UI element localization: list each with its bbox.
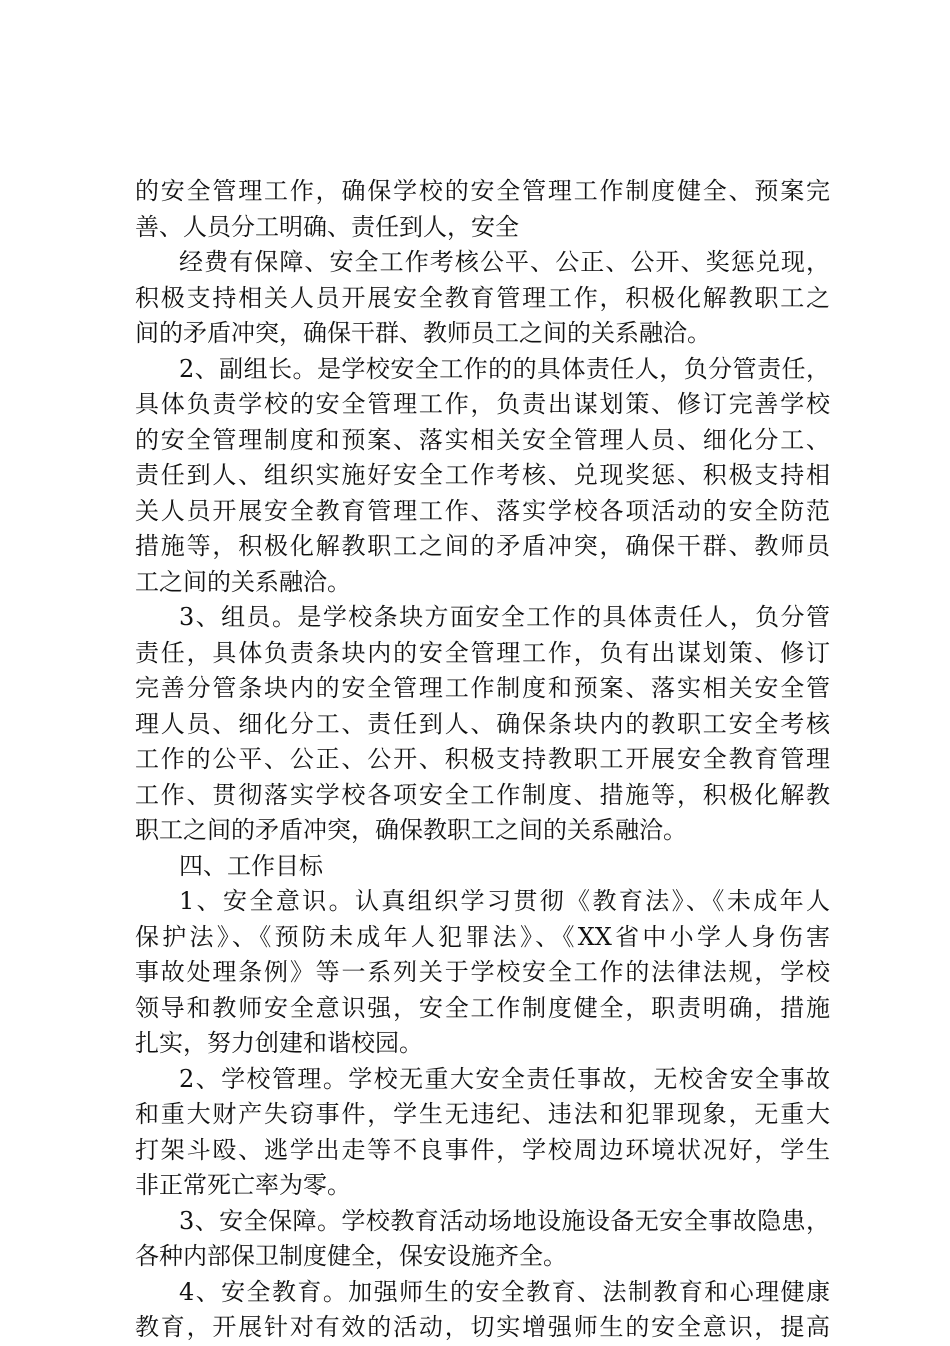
text-line: 完善分管条块内的安全管理工作制度和预案、落实相关安全管: [135, 674, 830, 702]
text-line: 间的矛盾冲突，确保干群、教师员工之间的关系融洽。: [135, 319, 711, 347]
text-line: 工作、贯彻落实学校各项安全工作制度、措施等，积极化解教: [135, 780, 830, 809]
text-line: 工作的公平、公正、公开、积极支持教职工开展安全教育管理: [135, 745, 830, 773]
text-line: 责任到人、组织实施好安全工作考核、兑现奖惩、积极支持相: [135, 461, 830, 489]
text-line: 保护法》、《预防未成年人犯罪法》、《XX省中小学人身伤害: [135, 922, 830, 951]
text-line: 扎实，努力创建和谐校园。: [135, 1029, 423, 1057]
text-line: 责任，具体负责条块内的安全管理工作，负有出谋划策、修订: [135, 638, 830, 667]
text-line: 具体负责学校的安全管理工作，负责出谋划策、修订完善学校: [135, 390, 830, 418]
document-page: [135, 174, 830, 1346]
text-line: 各种内部保卫制度健全，保安设施齐全。: [135, 1242, 567, 1270]
text-line: 和重大财产失窃事件，学生无违纪、违法和犯罪现象，无重大: [135, 1100, 830, 1128]
text-line: 非正常死亡率为零。: [135, 1171, 351, 1199]
text-line: 2、副组长。是学校安全工作的的具体责任人，负分管责任，: [179, 354, 830, 383]
text-line: 2、学校管理。学校无重大安全责任事故，无校舍安全事故: [179, 1064, 830, 1093]
text-line: 职工之间的矛盾冲突，确保教职工之间的关系融洽。: [135, 816, 687, 844]
text-line: 3、组员。是学校条块方面安全工作的具体责任人，负分管: [179, 603, 830, 631]
text-line: 1、安全意识。认真组织学习贯彻《教育法》、《未成年人: [179, 887, 830, 915]
text-line: 领导和教师安全意识强，安全工作制度健全，职责明确，措施: [135, 993, 830, 1022]
text-line: 3、安全保障。学校教育活动场地设施设备无安全事故隐患，: [179, 1206, 830, 1235]
text-line: 积极支持相关人员开展安全教育管理工作，积极化解教职工之: [135, 283, 830, 312]
text-line: 打架斗殴、逃学出走等不良事件，学校周边环境状况好，学生: [135, 1135, 830, 1164]
text-line: 4、安全教育。加强师生的安全教育、法制教育和心理健康: [179, 1277, 830, 1306]
text-line: 关人员开展安全教育管理工作、落实学校各项活动的安全防范: [135, 496, 830, 525]
text-line: 理人员、细化分工、责任到人、确保条块内的教职工安全考核: [135, 709, 830, 738]
text-line: 教育，开展针对有效的活动，切实增强师生的安全意识，提高: [135, 1313, 830, 1341]
text-line: 善、人员分工明确、责任到人，安全: [135, 212, 519, 241]
text-line: 经费有保障、安全工作考核公平、公正、公开、奖惩兑现，: [179, 248, 830, 276]
text-line: 工之间的关系融洽。: [135, 567, 351, 596]
text-line: 四、工作目标: [179, 851, 323, 880]
text-line: 措施等，积极化解教职工之间的矛盾冲突，确保干群、教师员: [135, 532, 830, 560]
text-line: 的安全管理工作，确保学校的安全管理工作制度健全、预案完: [135, 177, 830, 205]
text-line: 的安全管理制度和预案、落实相关安全管理人员、细化分工、: [135, 425, 830, 454]
text-line: 事故处理条例》等一系列关于学校安全工作的法律法规，学校: [135, 958, 830, 986]
